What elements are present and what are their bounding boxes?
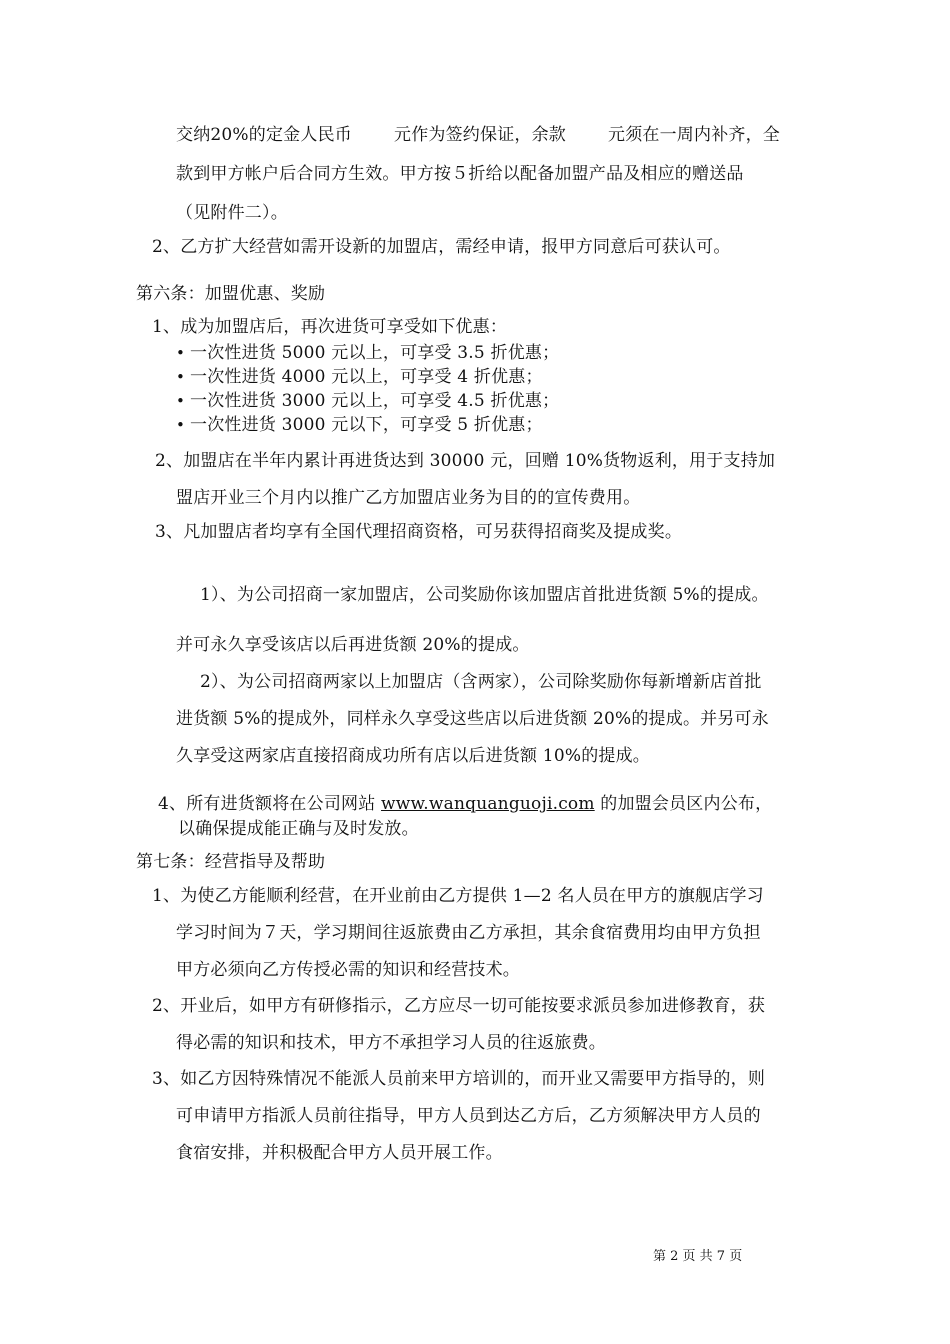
article-7-item-3-cont-1: 可申请甲方指派人员前往指导，甲方人员到达乙方后，乙方须解决甲方人员的 (176, 1106, 761, 1126)
article-7-item-1-cont-2: 甲方必须向乙方传授必需的知识和经营技术。 (176, 960, 520, 980)
article-6-item-4 (158, 793, 772, 815)
article-7-heading: 第七条：经营指导及帮助 (136, 852, 326, 872)
article-6-item-3: 3、凡加盟店者均享有全国代理招商资格，可另获得招商奖及提成奖。 (155, 522, 683, 542)
sub-item-2: 2）、为公司招商两家以上加盟店（含两家），公司除奖励你每新增新店首批 (200, 672, 762, 692)
article-6-item-1: 1、成为加盟店后，再次进货可享受如下优惠： (152, 317, 508, 337)
website-link[interactable]: www.wanquanguoji.com (381, 794, 595, 814)
bullet-dot: • (176, 368, 185, 386)
sub-item-2-cont-1: 进货额 5%的提成外，同样永久享受这些店以后进货额 20%的提成。并另可永 (176, 709, 769, 729)
appendix-ref-line: （见附件二）。 (176, 203, 288, 223)
deposit-line (176, 124, 780, 146)
article-6-item-2: 2、加盟店在半年内累计再进货达到 30000 元，回赠 10%货物返利，用于支持加 (155, 451, 776, 471)
bullet-dot: • (176, 344, 185, 362)
bullet-dot: • (176, 392, 185, 410)
article-6-heading: 第六条：加盟优惠、奖励 (136, 284, 326, 304)
article-7-item-3-cont-2: 食宿安排，并积极配合甲方人员开展工作。 (176, 1143, 503, 1163)
article-7-item-1-cont-1: 学习时间为７天，学习期间往返旅费由乙方承担，其余食宿费用均由甲方负担 (176, 923, 761, 943)
deposit-text-a: 交纳20%的定金人民币 (176, 125, 352, 145)
sub-item-2-cont-2: 久享受这两家店直接招商成功所有店以后进货额 10%的提成。 (176, 746, 650, 766)
page-number: 第 2 页 共 7 页 (653, 1249, 743, 1264)
discount-bullet-4: 一次性进货 3000 元以下，可享受 5 折优惠； (190, 415, 543, 435)
item-4-prefix: 4、所有进货额将在公司网站 (158, 794, 382, 814)
article-6-item-2-cont: 盟店开业三个月内以推广乙方加盟店业务为目的的宣传费用。 (176, 488, 641, 508)
sub-item-1: 1）、为公司招商一家加盟店，公司奖励你该加盟店首批进货额 5%的提成。 (200, 585, 769, 605)
item-4-suffix: 的加盟会员区内公布， (594, 794, 773, 814)
deposit-text-b: 元作为签约保证，余款 (394, 125, 566, 145)
discount-bullet-1: 一次性进货 5000 元以上，可享受 3.5 折优惠； (190, 343, 560, 363)
discount-bullet-3: 一次性进货 3000 元以上，可享受 4.5 折优惠； (190, 391, 560, 411)
article-7-item-2-cont: 得必需的知识和技术，甲方不承担学习人员的往返旅费。 (176, 1033, 606, 1053)
article-6-item-4-cont: 以确保提成能正确与及时发放。 (178, 819, 419, 839)
discount-bullet-2: 一次性进货 4000 元以上，可享受 4 折优惠； (190, 367, 543, 387)
sub-item-1-cont: 并可永久享受该店以后再进货额 20%的提成。 (176, 635, 530, 655)
article-7-item-2: 2、开业后，如甲方有研修指示，乙方应尽一切可能按要求派员参加进修教育，获 (152, 996, 766, 1016)
deposit-text-c: 元须在一周内补齐，全 (608, 125, 780, 145)
article-7-item-3: 3、如乙方因特殊情况不能派人员前来甲方培训的，而开业又需要甲方指导的，则 (152, 1069, 766, 1089)
expansion-item: 2、乙方扩大经营如需开设新的加盟店，需经申请，报甲方同意后可获认可。 (152, 237, 731, 257)
article-7-item-1: 1、为使乙方能顺利经营，在开业前由乙方提供 1—2 名人员在甲方的旗舰店学习 (152, 886, 764, 906)
contract-effect-line: 款到甲方帐户后合同方生效。甲方按５折给以配备加盟产品及相应的赠送品 (176, 164, 744, 184)
bullet-dot: • (176, 416, 185, 434)
